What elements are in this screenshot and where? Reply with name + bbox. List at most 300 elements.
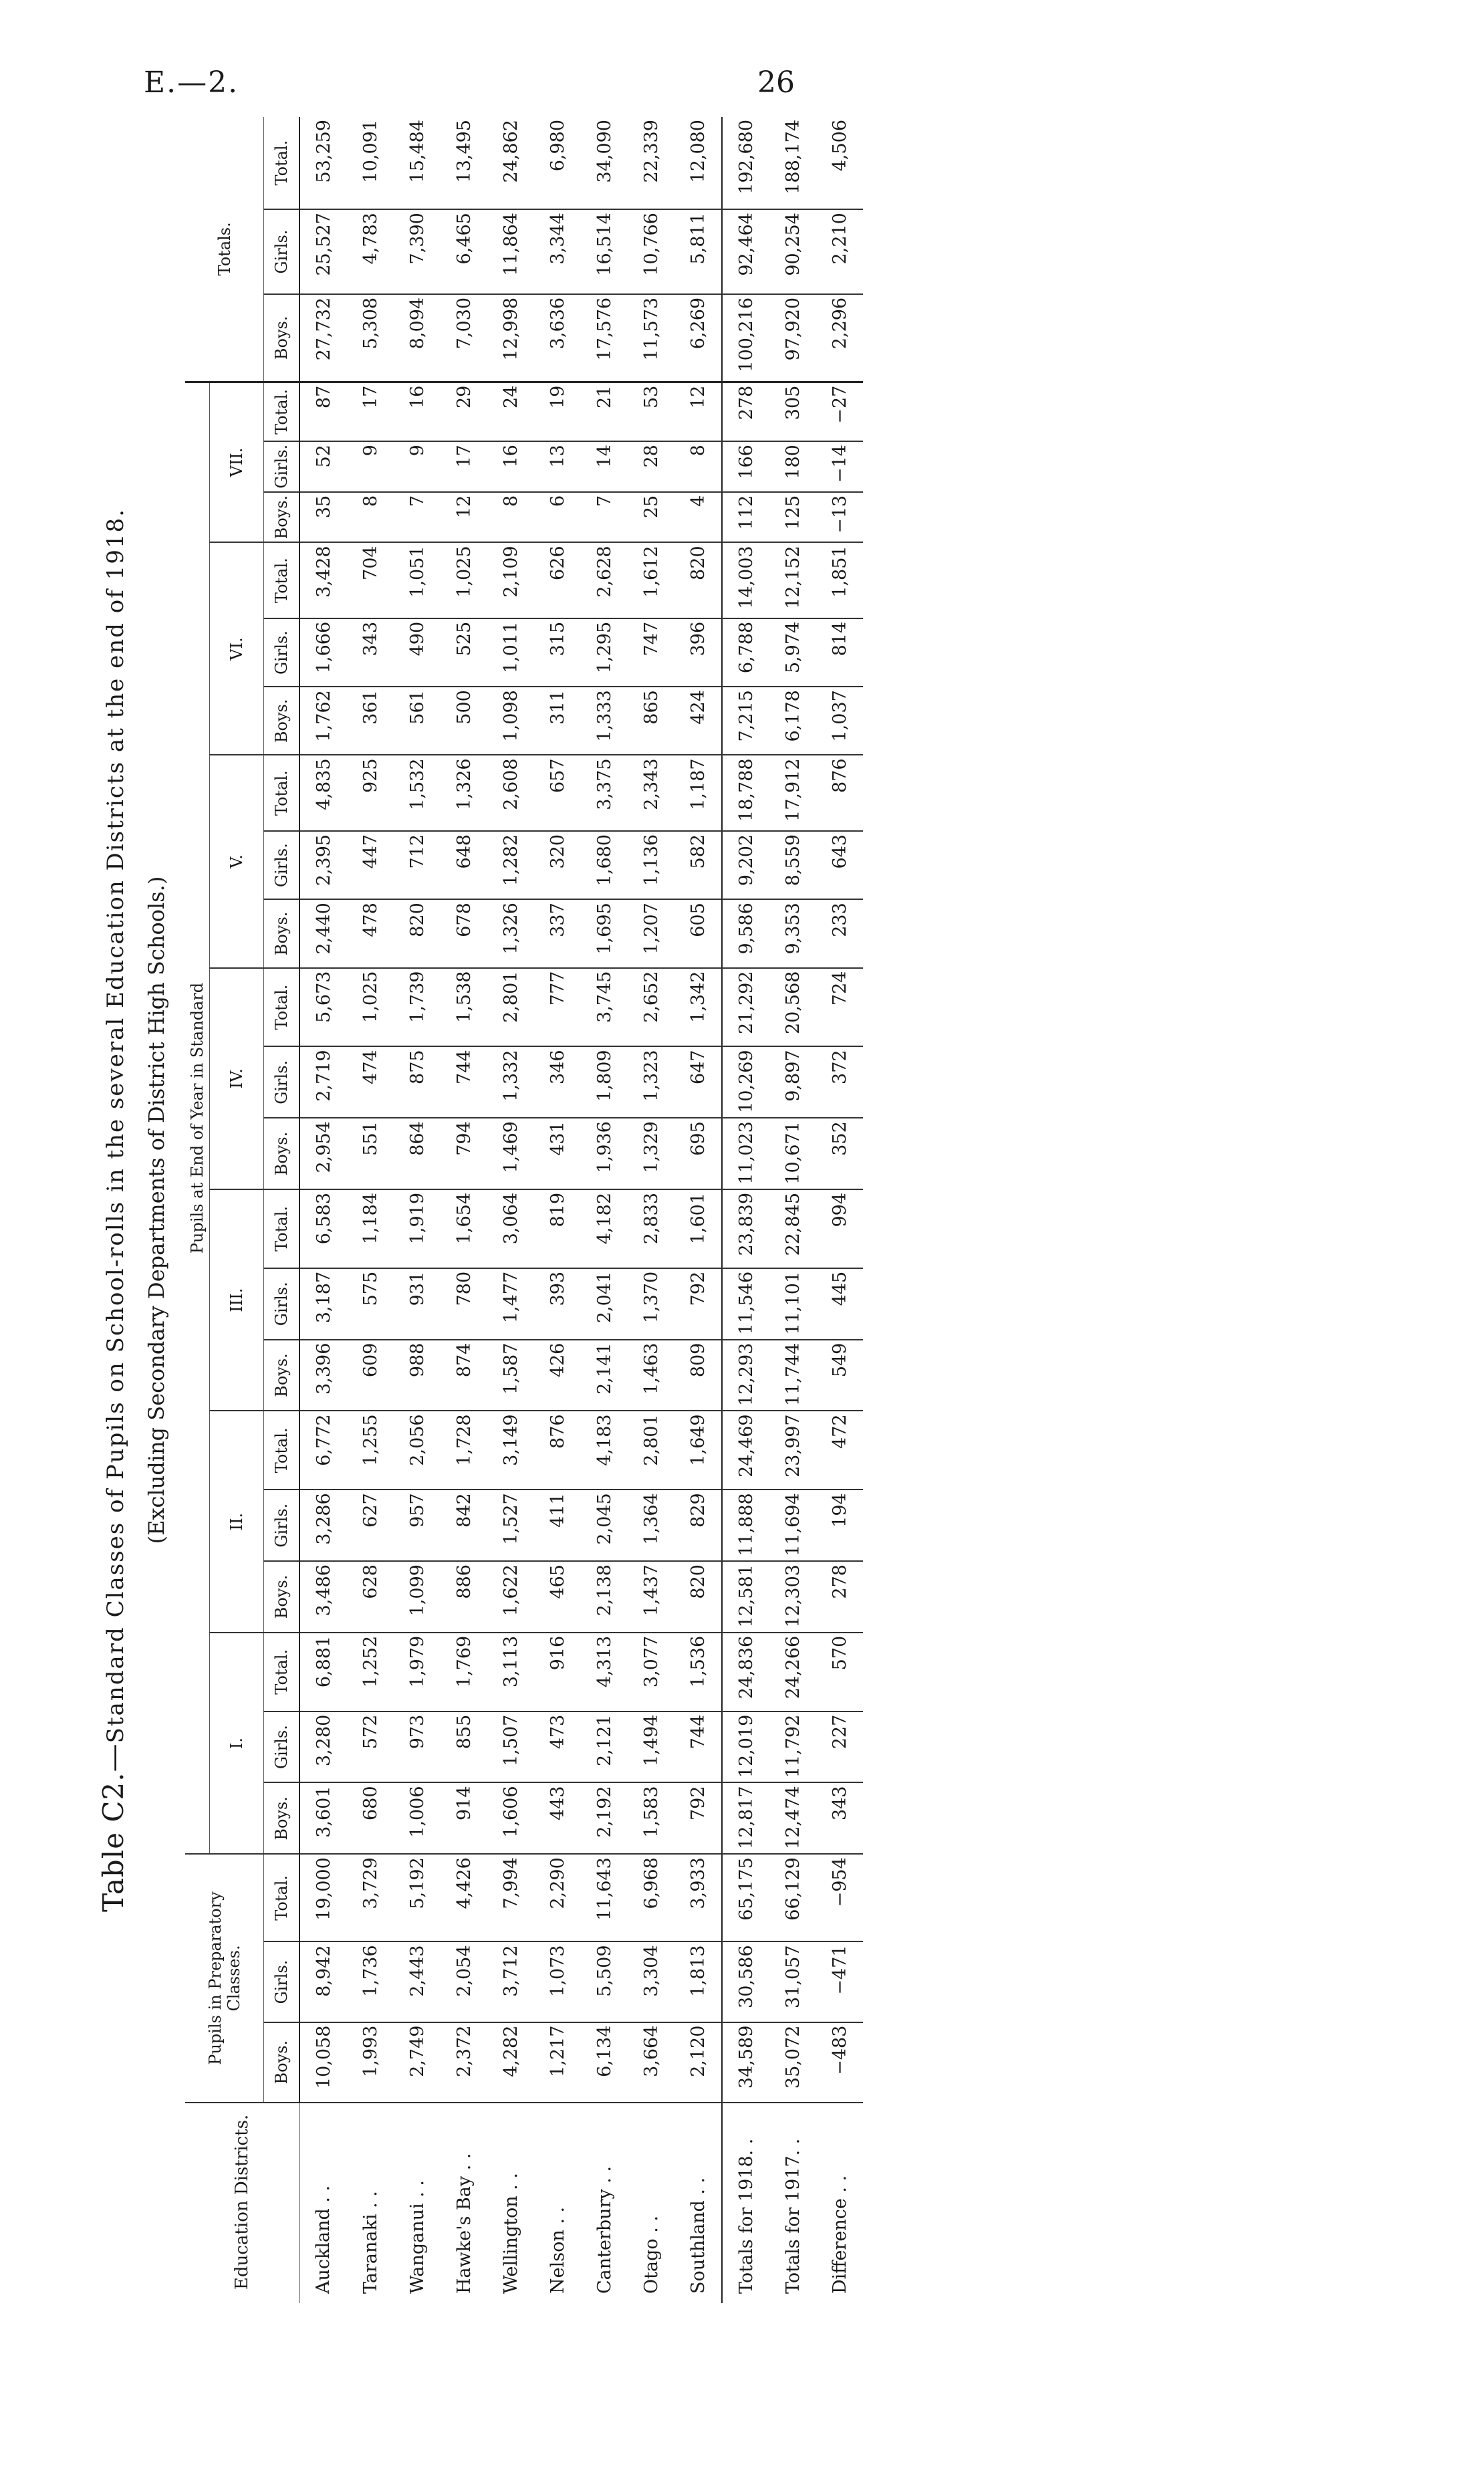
- table-cell: 1,809: [581, 1046, 628, 1118]
- table-cell: 1,255: [347, 1411, 394, 1490]
- table-cell: 8,942: [299, 1941, 347, 2022]
- table-cell: 192,680: [722, 117, 769, 209]
- table-cell: 648: [441, 831, 487, 899]
- page-number: 26: [757, 66, 795, 100]
- subheader-std-1-total: Total.: [264, 1633, 300, 1711]
- table-cell: −14: [816, 441, 863, 492]
- table-cell: 24,469: [722, 1411, 769, 1490]
- table-cell: 3,601: [299, 1782, 347, 1854]
- table-cell: 24,862: [487, 117, 534, 209]
- table-cell: 2,141: [581, 1340, 628, 1411]
- subheader-std-2-boys: Boys.: [264, 1561, 300, 1633]
- table-cell: 1,736: [347, 1941, 394, 2022]
- table-cell: 1,762: [299, 687, 347, 755]
- table-cell: 16,514: [581, 209, 628, 294]
- table-cell: 7,030: [441, 294, 487, 382]
- subheader-preparatory-boys: Boys.: [264, 2022, 300, 2103]
- district-name: Canterbury . .: [594, 2165, 615, 2294]
- subheader-std-5-boys: Boys.: [264, 899, 300, 967]
- table-cell: 3,077: [628, 1633, 674, 1711]
- subheader-row: [264, 117, 300, 2303]
- district-name: Wanganui . .: [406, 2179, 428, 2294]
- table-cell: 1,739: [394, 968, 441, 1047]
- table-cell: 22,845: [769, 1189, 816, 1268]
- table-cell: 445: [816, 1268, 863, 1340]
- table-cell: 11,792: [769, 1711, 816, 1783]
- table-cell: 820: [674, 542, 722, 618]
- table-cell: 973: [394, 1711, 441, 1783]
- table-cell: 194: [816, 1490, 863, 1561]
- table-cell: 1,006: [394, 1782, 441, 1854]
- table-cell: 472: [816, 1411, 863, 1490]
- subheader-std-7-girls: Girls.: [264, 441, 300, 492]
- table-cell: 25: [628, 492, 674, 543]
- table-cell: 24,836: [722, 1633, 769, 1711]
- table-cell: 443: [534, 1782, 581, 1854]
- subheader-preparatory-total: Total.: [264, 1854, 300, 1941]
- table-cell: 311: [534, 687, 581, 755]
- table-cell: 647: [674, 1046, 722, 1118]
- table-cell: 3,933: [674, 1854, 722, 1941]
- table-cell: 1,136: [628, 831, 674, 899]
- table-cell: 1,025: [347, 968, 394, 1047]
- table-cell: 3,745: [581, 968, 628, 1047]
- table-cell: 626: [534, 542, 581, 618]
- subheader-std-7-total: Total.: [264, 382, 300, 441]
- table-cell: 14,003: [722, 542, 769, 618]
- table-cell: 431: [534, 1118, 581, 1189]
- table-cell: 2,041: [581, 1268, 628, 1340]
- table-cell: 931: [394, 1268, 441, 1340]
- preparatory-header: Pupils in Preparatory Classes.: [185, 1854, 264, 2102]
- table-cell: 925: [347, 755, 394, 830]
- table-cell: 809: [674, 1340, 722, 1411]
- table-cell: 8,094: [394, 294, 441, 382]
- table-cell: 6,968: [628, 1854, 674, 1941]
- standard-header-7: VII.: [210, 382, 264, 542]
- table-row: [487, 117, 534, 2303]
- table-cell: 1,606: [487, 1782, 534, 1854]
- table-cell: 1,993: [347, 2022, 394, 2103]
- table-cell: 478: [347, 899, 394, 967]
- totals-header: Totals.: [185, 117, 264, 382]
- table-cell: 346: [534, 1046, 581, 1118]
- table-cell: 27,732: [299, 294, 347, 382]
- table-cell: 724: [816, 968, 863, 1047]
- rotated-table-region: [97, 117, 1380, 2303]
- table-cell: 9: [347, 441, 394, 492]
- table-cell: 361: [347, 687, 394, 755]
- table-cell: 6: [534, 492, 581, 543]
- table-cell: 21: [581, 382, 628, 441]
- standard-header-5: V.: [210, 755, 264, 967]
- table-cell: 473: [534, 1711, 581, 1783]
- table-cell: 6,788: [722, 618, 769, 687]
- table-cell: 1,098: [487, 687, 534, 755]
- table-cell: 7,994: [487, 1854, 534, 1941]
- table-cell: 16: [487, 441, 534, 492]
- table-cell: 2,628: [581, 542, 628, 618]
- table-cell: 4: [674, 492, 722, 543]
- table-cell: 1,333: [581, 687, 628, 755]
- table-cell: 1,187: [674, 755, 722, 830]
- table-cell: 320: [534, 831, 581, 899]
- table-cell: 10,269: [722, 1046, 769, 1118]
- table-cell: 3,729: [347, 1854, 394, 1941]
- table-cell: 3,304: [628, 1941, 674, 2022]
- table-cell: 864: [394, 1118, 441, 1189]
- table-cell: 15,484: [394, 117, 441, 209]
- table-cell: 2,652: [628, 968, 674, 1047]
- table-cell: 4,313: [581, 1633, 628, 1711]
- table-cell: 744: [674, 1711, 722, 1783]
- table-cell: 393: [534, 1268, 581, 1340]
- table-cell: 2,372: [441, 2022, 487, 2103]
- table-cell: 1,494: [628, 1711, 674, 1783]
- table-cell: 13,495: [441, 117, 487, 209]
- table-cell: 474: [347, 1046, 394, 1118]
- table-cell: 7,390: [394, 209, 441, 294]
- table-cell: 2,296: [816, 294, 863, 382]
- table-cell: 233: [816, 899, 863, 967]
- table-cell: 2,801: [628, 1411, 674, 1490]
- table-cell: 855: [441, 1711, 487, 1783]
- table-cell: 777: [534, 968, 581, 1047]
- table-cell: 278: [816, 1561, 863, 1633]
- district-name: Wellington . .: [500, 2173, 521, 2294]
- table-row: [347, 117, 394, 2303]
- table-cell: 447: [347, 831, 394, 899]
- table-cell: 6,881: [299, 1633, 347, 1711]
- table-cell: 744: [441, 1046, 487, 1118]
- table-cell: 549: [816, 1340, 863, 1411]
- standard-header-6: VI.: [210, 542, 264, 755]
- table-cell: 2,121: [581, 1711, 628, 1783]
- table-cell: 1,323: [628, 1046, 674, 1118]
- table-cell: −954: [816, 1854, 863, 1941]
- table-cell: 6,134: [581, 2022, 628, 2103]
- table-cell: 4,783: [347, 209, 394, 294]
- table-cell: 1,370: [628, 1268, 674, 1340]
- table-cell: 500: [441, 687, 487, 755]
- table-cell: 994: [816, 1189, 863, 1268]
- table-cell: 3,396: [299, 1340, 347, 1411]
- table-cell: 12,998: [487, 294, 534, 382]
- table-cell: 6,269: [674, 294, 722, 382]
- table-cell: 747: [628, 618, 674, 687]
- table-cell: 11,744: [769, 1340, 816, 1411]
- table-cell: 31,057: [769, 1941, 816, 2022]
- table-row: [722, 117, 769, 2303]
- subheader-std-2-total: Total.: [264, 1411, 300, 1490]
- table-cell: 1,469: [487, 1118, 534, 1189]
- district-name: Totals for 1918. .: [722, 2103, 769, 2303]
- table-title: [97, 117, 138, 2303]
- table-cell: 1,025: [441, 542, 487, 618]
- table-cell: 1,654: [441, 1189, 487, 1268]
- table-cell: 20,568: [769, 968, 816, 1047]
- table-cell: 551: [347, 1118, 394, 1189]
- table-cell: 3,187: [299, 1268, 347, 1340]
- table-cell: −471: [816, 1941, 863, 2022]
- table-cell: 11,023: [722, 1118, 769, 1189]
- table-cell: 572: [347, 1711, 394, 1783]
- table-cell: 305: [769, 382, 816, 441]
- table-cell: 90,254: [769, 209, 816, 294]
- district-name: Nelson . .: [547, 2206, 568, 2294]
- table-cell: 1,813: [674, 1941, 722, 2022]
- table-cell: 1,507: [487, 1711, 534, 1783]
- table-cell: 7: [581, 492, 628, 543]
- table-cell: 65,175: [722, 1854, 769, 1941]
- table-cell: 3,375: [581, 755, 628, 830]
- table-cell: 10,058: [299, 2022, 347, 2103]
- district-name: Taranaki . .: [360, 2191, 381, 2294]
- table-cell: 8: [487, 492, 534, 543]
- table-title-prefix: Table C2.—: [97, 1743, 130, 1912]
- subheader-totals-total: Total.: [264, 117, 300, 209]
- table-cell: 561: [394, 687, 441, 755]
- table-cell: 792: [674, 1782, 722, 1854]
- table-cell: 1,583: [628, 1782, 674, 1854]
- district-name: Difference . .: [829, 2175, 850, 2294]
- table-cell: 2,440: [299, 899, 347, 967]
- table-cell: 52: [299, 441, 347, 492]
- table-cell: 680: [347, 1782, 394, 1854]
- table-cell: 1,332: [487, 1046, 534, 1118]
- table-cell: 5,974: [769, 618, 816, 687]
- table-cell: 9,353: [769, 899, 816, 967]
- subheader-std-6-girls: Girls.: [264, 618, 300, 687]
- subheader-std-4-girls: Girls.: [264, 1046, 300, 1118]
- district-column-header: Education Districts.: [185, 2103, 299, 2303]
- table-cell: 5,509: [581, 1941, 628, 2022]
- table-cell: 2,343: [628, 755, 674, 830]
- table-cell: 643: [816, 831, 863, 899]
- table-cell: 9,586: [722, 899, 769, 967]
- table-cell: 792: [674, 1268, 722, 1340]
- table-cell: 18,788: [722, 755, 769, 830]
- table-cell: 1,622: [487, 1561, 534, 1633]
- table-subtitle: (Excluding Secondary Departments of District High Schools.): [144, 876, 169, 1544]
- table-cell: 4,282: [487, 2022, 534, 2103]
- table-cell: 678: [441, 899, 487, 967]
- table-cell: 3,712: [487, 1941, 534, 2022]
- table-cell: 12: [674, 382, 722, 441]
- table-row: [816, 117, 863, 2303]
- table-cell: −13: [816, 492, 863, 543]
- subheader-std-1-girls: Girls.: [264, 1711, 300, 1783]
- table-cell: 1,295: [581, 618, 628, 687]
- subheader-std-6-total: Total.: [264, 542, 300, 618]
- table-cell: 12,303: [769, 1561, 816, 1633]
- table-cell: 35: [299, 492, 347, 543]
- subheader-std-5-total: Total.: [264, 755, 300, 830]
- table-cell: 12: [441, 492, 487, 543]
- table-cell: 11,888: [722, 1490, 769, 1561]
- subheader-std-3-boys: Boys.: [264, 1340, 300, 1411]
- table-cell: 29: [441, 382, 487, 441]
- table-cell: 842: [441, 1490, 487, 1561]
- table-cell: 2,109: [487, 542, 534, 618]
- table-cell: 957: [394, 1490, 441, 1561]
- table-cell: 1,601: [674, 1189, 722, 1268]
- table-cell: 1,364: [628, 1490, 674, 1561]
- table-cell: 780: [441, 1268, 487, 1340]
- table-cell: 814: [816, 618, 863, 687]
- table-cell: 5,192: [394, 1854, 441, 1941]
- table-row: [441, 117, 487, 2303]
- table-cell: 3,280: [299, 1711, 347, 1783]
- table-cell: 1,051: [394, 542, 441, 618]
- table-cell: 2,290: [534, 1854, 581, 1941]
- table-cell: 10,766: [628, 209, 674, 294]
- table-cell: 3,486: [299, 1561, 347, 1633]
- district-name: Otago . .: [640, 2216, 662, 2294]
- table-cell: 1,184: [347, 1189, 394, 1268]
- table-cell: 1,342: [674, 968, 722, 1047]
- table-cell: 4,835: [299, 755, 347, 830]
- subheader-std-7-boys: Boys.: [264, 492, 300, 543]
- table-cell: 278: [722, 382, 769, 441]
- table-cell: 25,527: [299, 209, 347, 294]
- table-cell: 1,207: [628, 899, 674, 967]
- subheader-std-5-girls: Girls.: [264, 831, 300, 899]
- table-cell: 17: [441, 441, 487, 492]
- table-cell: 22,339: [628, 117, 674, 209]
- table-row: [581, 117, 628, 2303]
- table-cell: 53,259: [299, 117, 347, 209]
- school-rolls-table: [185, 117, 863, 2303]
- table-title-main: Standard Classes of Pupils on School-rolls in the several Education Districts at the end of 1918.: [102, 508, 129, 1744]
- table-cell: 1,477: [487, 1268, 534, 1340]
- table-cell: 886: [441, 1561, 487, 1633]
- table-cell: 2,608: [487, 755, 534, 830]
- table-cell: 34,090: [581, 117, 628, 209]
- table-cell: 10,671: [769, 1118, 816, 1189]
- table-cell: 3,664: [628, 2022, 674, 2103]
- table-cell: 1,252: [347, 1633, 394, 1711]
- table-cell: 695: [674, 1118, 722, 1189]
- table-cell: 1,587: [487, 1340, 534, 1411]
- table-cell: 1,463: [628, 1340, 674, 1411]
- page-code: E.—2.: [144, 66, 239, 100]
- table-cell: 704: [347, 542, 394, 618]
- table-cell: 4,182: [581, 1189, 628, 1268]
- table-cell: 12,474: [769, 1782, 816, 1854]
- table-cell: 1,011: [487, 618, 534, 687]
- table-cell: 6,583: [299, 1189, 347, 1268]
- table-row: [299, 117, 347, 2303]
- table-cell: 352: [816, 1118, 863, 1189]
- table-cell: 17,576: [581, 294, 628, 382]
- table-cell: 2,749: [394, 2022, 441, 2103]
- table-cell: 1,538: [441, 968, 487, 1047]
- table-cell: 829: [674, 1490, 722, 1561]
- table-cell: 1,612: [628, 542, 674, 618]
- table-cell: 112: [722, 492, 769, 543]
- table-cell: 1,073: [534, 1941, 581, 2022]
- table-cell: 180: [769, 441, 816, 492]
- table-cell: 24,266: [769, 1633, 816, 1711]
- table-cell: −27: [816, 382, 863, 441]
- table-cell: 4,426: [441, 1854, 487, 1941]
- table-cell: 8: [347, 492, 394, 543]
- table-cell: 13: [534, 441, 581, 492]
- table-row: [534, 117, 581, 2303]
- table-row: [769, 117, 816, 2303]
- table-cell: 1,851: [816, 542, 863, 618]
- table-cell: 3,636: [534, 294, 581, 382]
- table-cell: 28: [628, 441, 674, 492]
- table-row: [628, 117, 674, 2303]
- table-cell: 1,217: [534, 2022, 581, 2103]
- subheader-std-1-boys: Boys.: [264, 1782, 300, 1854]
- table-cell: 11,101: [769, 1268, 816, 1340]
- table-cell: 1,099: [394, 1561, 441, 1633]
- table-cell: 876: [816, 755, 863, 830]
- table-cell: 11,546: [722, 1268, 769, 1340]
- district-name: Southland . .: [687, 2177, 709, 2294]
- district-name: Hawke's Bay . .: [453, 2153, 475, 2294]
- table-row: [674, 117, 722, 2303]
- table-cell: 8,559: [769, 831, 816, 899]
- table-cell: 12,817: [722, 1782, 769, 1854]
- table-cell: 819: [534, 1189, 581, 1268]
- table-cell: 1,769: [441, 1633, 487, 1711]
- table-cell: 1,326: [441, 755, 487, 830]
- table-cell: 465: [534, 1561, 581, 1633]
- table-cell: 3,113: [487, 1633, 534, 1711]
- table-cell: 166: [722, 441, 769, 492]
- standard-header-3: III.: [210, 1189, 264, 1411]
- table-cell: 12,019: [722, 1711, 769, 1783]
- table-cell: 2,045: [581, 1490, 628, 1561]
- table-cell: 1,437: [628, 1561, 674, 1633]
- table-cell: 5,308: [347, 294, 394, 382]
- table-cell: 24: [487, 382, 534, 441]
- standard-header-4: IV.: [210, 968, 264, 1189]
- table-cell: 16: [394, 382, 441, 441]
- table-cell: 490: [394, 618, 441, 687]
- table-cell: 988: [394, 1340, 441, 1411]
- table-cell: 525: [441, 618, 487, 687]
- table-cell: 19,000: [299, 1854, 347, 1941]
- table-cell: 100,216: [722, 294, 769, 382]
- table-cell: 712: [394, 831, 441, 899]
- table-cell: 11,573: [628, 294, 674, 382]
- subheader-std-3-total: Total.: [264, 1189, 300, 1268]
- table-body: [299, 117, 863, 2303]
- table-cell: 1,527: [487, 1490, 534, 1561]
- table-cell: 426: [534, 1340, 581, 1411]
- table-cell: 424: [674, 687, 722, 755]
- table-cell: 23,997: [769, 1411, 816, 1490]
- table-cell: 875: [394, 1046, 441, 1118]
- table-cell: 2,192: [581, 1782, 628, 1854]
- subheader-preparatory-girls: Girls.: [264, 1941, 300, 2022]
- table-cell: 5,811: [674, 209, 722, 294]
- table-cell: 14: [581, 441, 628, 492]
- table-cell: 343: [347, 618, 394, 687]
- table-cell: 2,054: [441, 1941, 487, 2022]
- table-cell: 876: [534, 1411, 581, 1490]
- table-cell: 12,080: [674, 117, 722, 209]
- table-cell: 6,980: [534, 117, 581, 209]
- district-name: Auckland . .: [313, 2185, 334, 2294]
- table-cell: 188,174: [769, 117, 816, 209]
- table-cell: 2,056: [394, 1411, 441, 1490]
